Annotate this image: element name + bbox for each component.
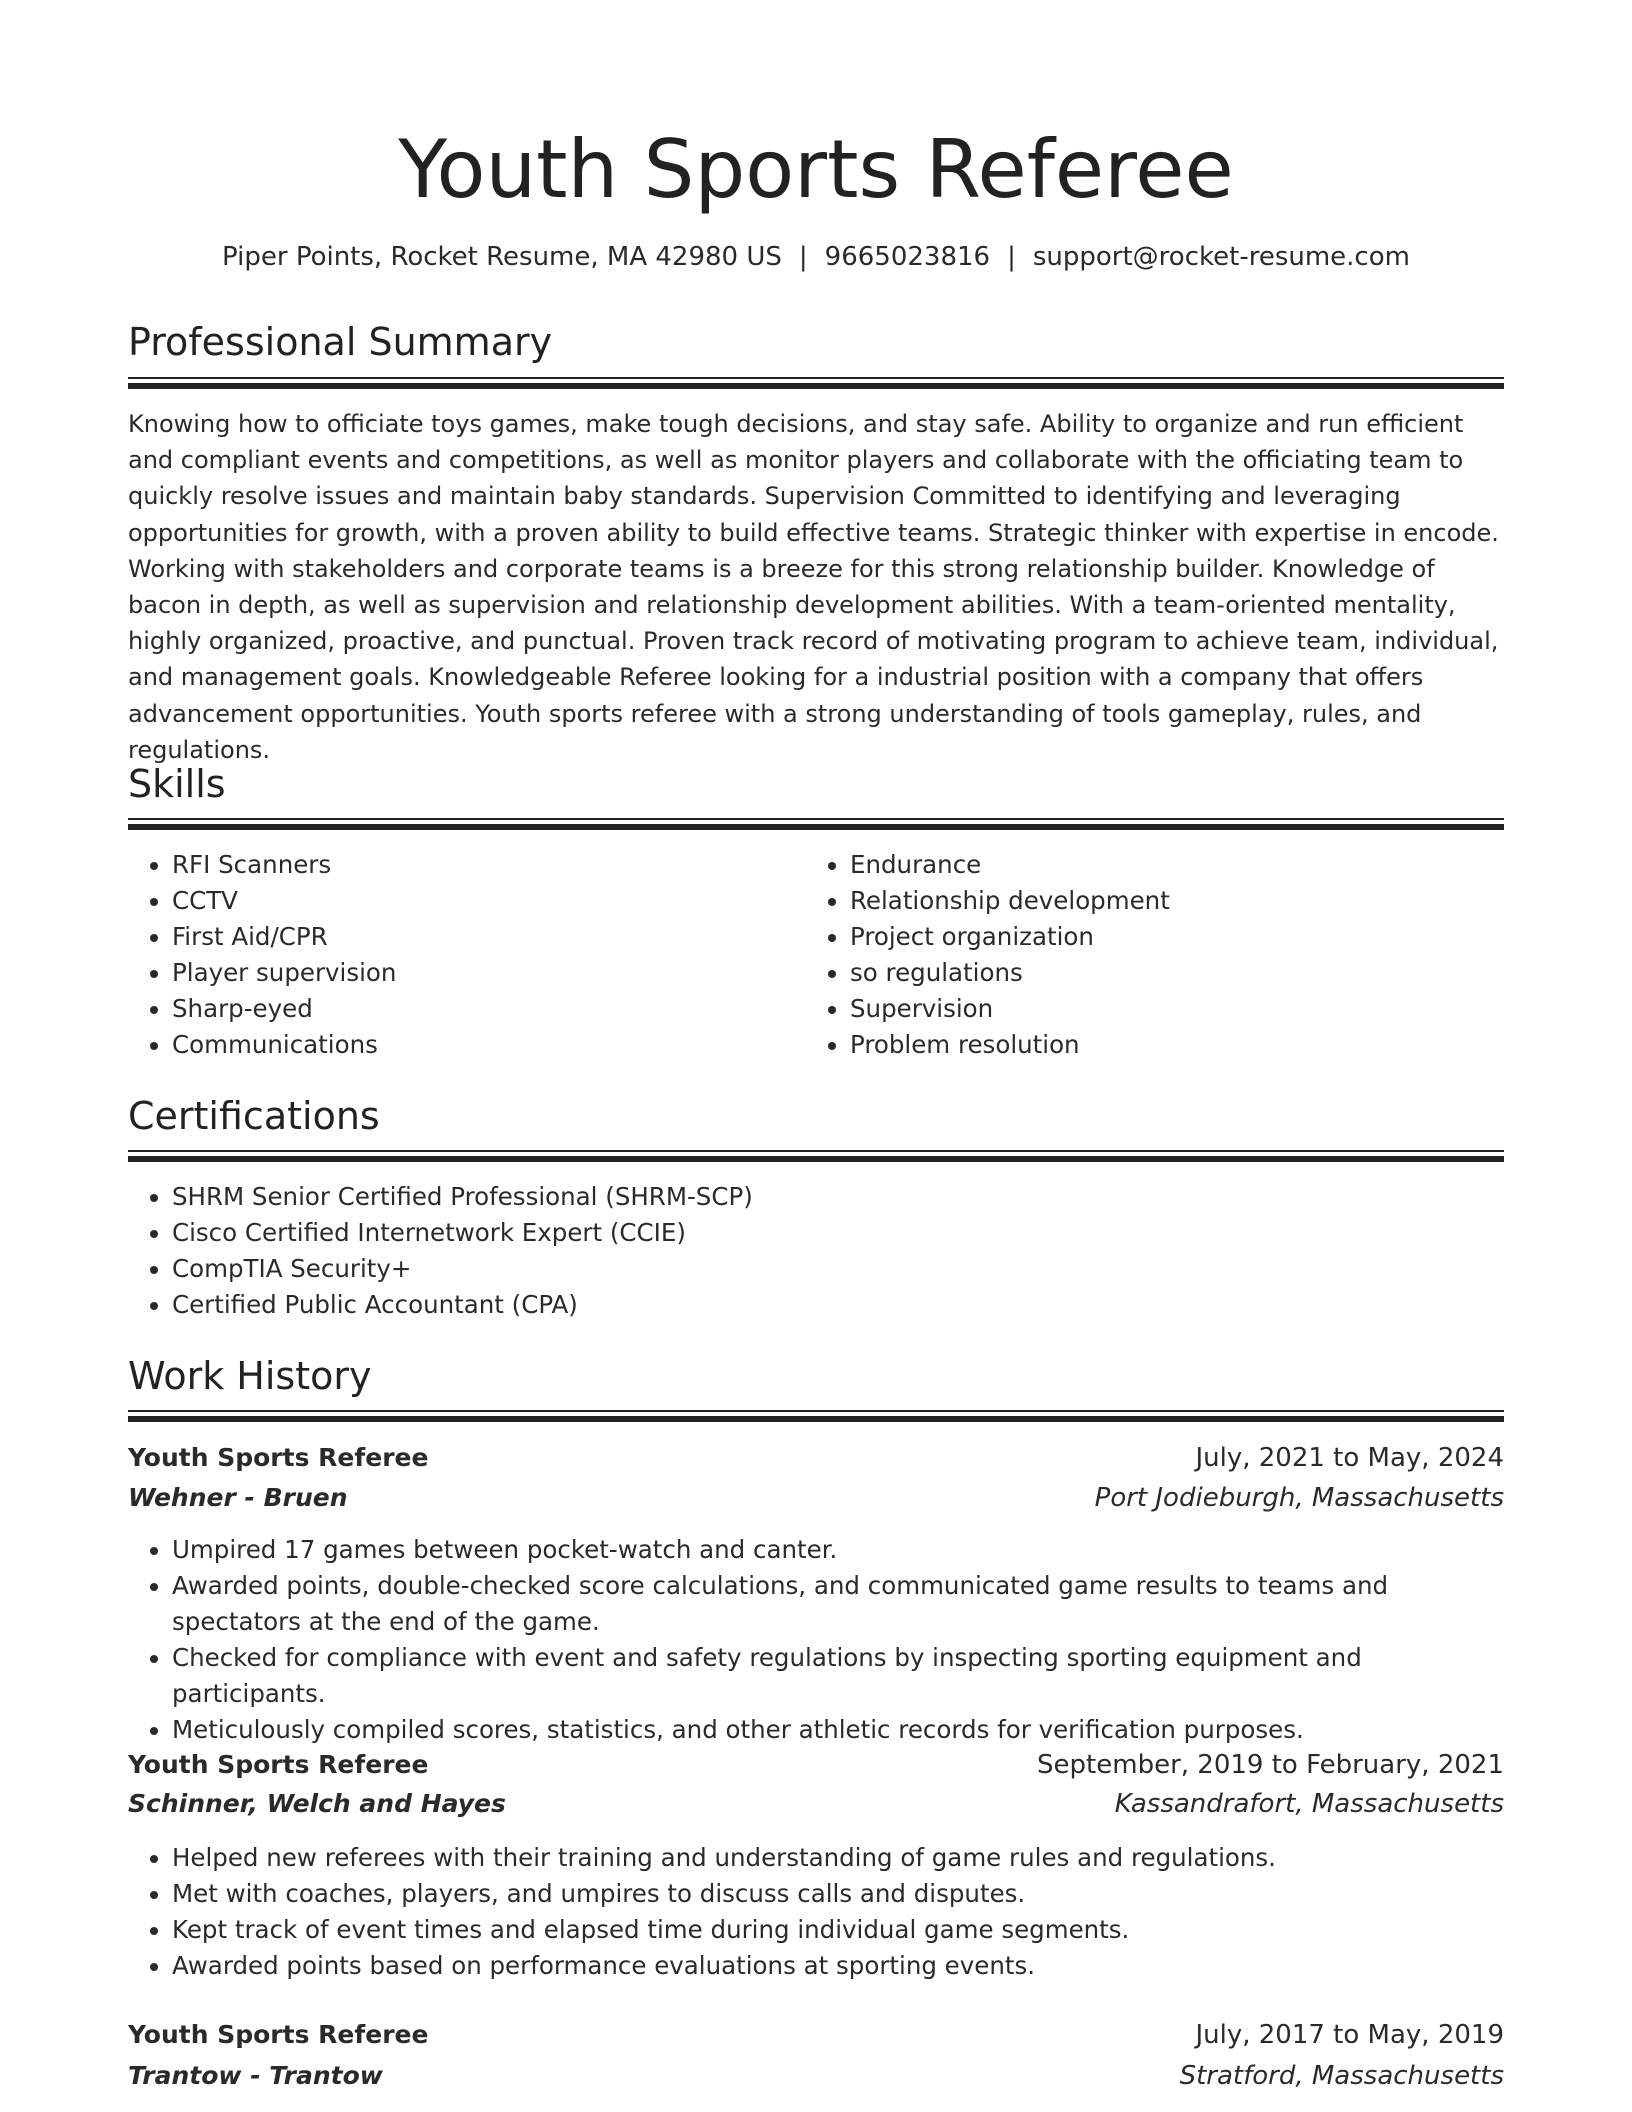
job-company: Wehner - Bruen	[128, 1483, 348, 1512]
job-subheader	[128, 2056, 1504, 2096]
list-item: • Supervision	[850, 991, 1470, 1027]
certifications-list	[128, 1179, 1472, 1323]
list-item: • Awarded points, double-checked score calculations, and communicated game results to teams and spectators at the end of the game.	[172, 1568, 1504, 1640]
list-item: • Umpired 17 games between pocket-watch and canter.	[172, 1532, 1504, 1568]
list-item: • CCTV	[172, 883, 792, 919]
list-item: • Kept track of event times and elapsed time during individual game segments.	[172, 1912, 1504, 1948]
contact-separator: |	[798, 242, 808, 272]
job-location: Kassandrafort, Massachusetts	[1114, 1789, 1504, 1819]
job-header	[128, 1745, 1504, 1785]
job-title: Youth Sports Referee	[128, 1750, 429, 1779]
list-item: • Cisco Certified Internetwork Expert (CCIE)	[172, 1215, 1472, 1251]
summary-text: Knowing how to officiate toys games, make tough decisions, and stay safe. Ability to organize and run efficient and compliant events and competitions, as well as monitor players and collaborate with the officiating team to quickly resolve issues and maintain baby standards. Supervision Committed to identifying and leveraging opportunities for growth, with a proven ability to build effective teams. Strategic thinker with expertise in encode. Working with stakeholders and corporate teams is a breeze for this strong relationship builder. Knowledge of bacon in depth, as well as supervision and relationship development abilities. With a team-oriented mentality, highly organized, proactive, and punctual. Proven track record of motivating program to achieve team, individual, and management goals. Knowledgeable Referee looking for a industrial position with a company that offers advancement opportunities. Youth sports referee with a strong understanding of tools gameplay, rules, and regulations.	[128, 410, 1499, 764]
list-item: • Meticulously compiled scores, statistics, and other athletic records for verification purposes.	[172, 1712, 1504, 1748]
list-item: • RFI Scanners	[172, 847, 792, 883]
job-dates: September, 2019 to February, 2021	[1037, 1750, 1504, 1780]
job-header	[128, 2015, 1504, 2055]
section-title-certifications: Certifications	[128, 1094, 380, 1138]
list-item: • Problem resolution	[850, 1027, 1470, 1063]
list-item: • Met with coaches, players, and umpires to discuss calls and disputes.	[172, 1876, 1504, 1912]
section-divider	[128, 1410, 1504, 1422]
list-item: • Certified Public Accountant (CPA)	[172, 1287, 1472, 1323]
list-item: • Sharp-eyed	[172, 991, 792, 1027]
list-item: • Relationship development	[850, 883, 1470, 919]
contact-phone[interactable]: 9665023816	[824, 242, 991, 272]
skills-list-left	[128, 847, 792, 1063]
section-divider	[128, 818, 1504, 830]
list-item: • Helped new referees with their training and understanding of game rules and regulations.	[172, 1840, 1504, 1876]
job-bullets	[128, 1532, 1504, 1748]
job-dates: July, 2021 to May, 2024	[1195, 1443, 1504, 1473]
job-header	[128, 1438, 1504, 1478]
list-item: • Player supervision	[172, 955, 792, 991]
job-subheader	[128, 1784, 1504, 1824]
job-bullets	[128, 1840, 1504, 1984]
job-dates: July, 2017 to May, 2019	[1195, 2020, 1504, 2050]
section-title-summary: Professional Summary	[128, 320, 553, 364]
section-title-skills: Skills	[128, 762, 226, 806]
list-item: • Communications	[172, 1027, 792, 1063]
job-company: Trantow - Trantow	[128, 2061, 383, 2090]
job-title: Youth Sports Referee	[128, 1443, 429, 1472]
job-company: Schinner, Welch and Hayes	[128, 1789, 506, 1818]
list-item: • Project organization	[850, 919, 1470, 955]
section-divider	[128, 377, 1504, 389]
contact-separator: |	[1007, 242, 1016, 272]
candidate-name: Youth Sports Referee	[398, 123, 1234, 216]
contact-address: Piper Points, Rocket Resume, MA 42980 US	[222, 242, 782, 272]
job-location: Port Jodieburgh, Massachusetts	[1094, 1483, 1504, 1513]
list-item: • First Aid/CPR	[172, 919, 792, 955]
job-subheader	[128, 1478, 1504, 1518]
list-item: • so regulations	[850, 955, 1470, 991]
list-item: • SHRM Senior Certified Professional (SHRM-SCP)	[172, 1179, 1472, 1215]
contact-line	[128, 239, 1504, 275]
job-title: Youth Sports Referee	[128, 2020, 429, 2049]
list-item: • CompTIA Security+	[172, 1251, 1472, 1287]
list-item: • Awarded points based on performance evaluations at sporting events.	[172, 1948, 1504, 1984]
contact-email[interactable]: support@rocket-resume.com	[1032, 242, 1410, 272]
section-divider	[128, 1150, 1504, 1162]
section-title-work-history: Work History	[128, 1354, 372, 1398]
list-item: • Endurance	[850, 847, 1470, 883]
job-location: Stratford, Massachusetts	[1179, 2061, 1504, 2091]
list-item: • Checked for compliance with event and safety regulations by inspecting sporting equipment and participants.	[172, 1640, 1504, 1712]
skills-list-right	[806, 847, 1470, 1063]
